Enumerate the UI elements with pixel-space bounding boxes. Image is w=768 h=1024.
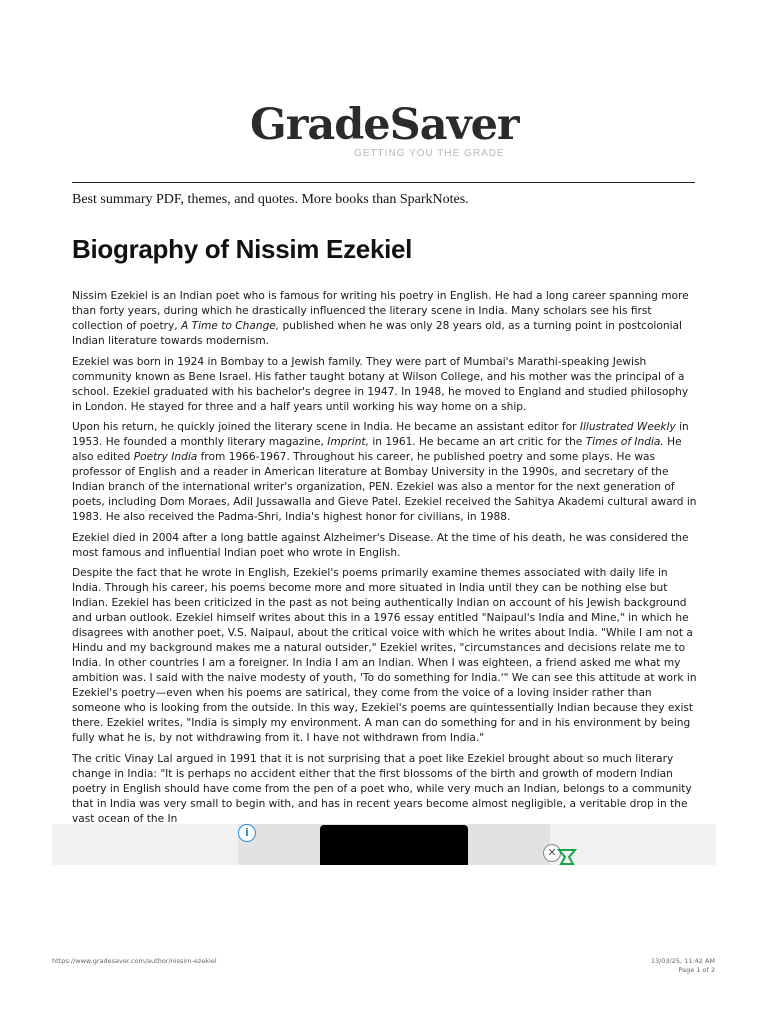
text-run: in 1961. He became an art critic for the [368,436,586,448]
page-number: Page 1 of 2 [678,966,715,974]
text-run: from 1966-1967. Throughout his career, he published poetry and some plays. He was professor of English and a reader in American literature at Bombay University in the 1990s, and secretary of the Indian branch of the international writer's organization, PEN. Ezekiel was also a mentor for the next generation of poets, including Dom Moraes, Adil Jussawalla and Gieve Patel. Ezekiel received the Sahitya Akademi cultural award in 1983. He also received the Padma-Shri, India's highest honor for civilians, in 1988. [72,451,697,523]
paragraph-5: Despite the fact that he wrote in English, Ezekiel's poems primarily examine themes associated with daily life in India. Through his career, his poems become more and more situated in India until they can be nothing else but Indian. Ezekiel has been criticized in the past as not being authentically Indian on account of his Jewish background and urban outlook. Ezekiel himself writes about this in a 1976 essay entitled "Naipaul's India and Mine," in which he disagrees with another poet, V.S. Naipaul, about the critical voice with which he writes about India. "While I am not a Hindu and my background makes me a natural outsider," Ezekiel writes, "circumstances and decisions relate me to India. In other countries I am a foreigner. In India I am an Indian. When I was eighteen, a friend asked me what my ambition was. I said with the naive modesty of youth, 'To do something for India.'" We can see this attitude at work in Ezekiel's poetry—even when his poems are satirical, they come from the voice of a loving insider rather than someone who is looking from the outside. In this way, Ezekiel's poems are quintessentially Indian because they exist there. Ezekiel writes, "India is simply my environment. A man can do something for and in his environment by being fully what he is, by not withdrawing from it. I have not withdrawn from India." [72,567,697,744]
book-title: A Time to Change, [181,320,280,332]
ad-video-player[interactable] [320,825,468,865]
text-run: Nissim Ezekiel is an Indian poet who is famous for writing his poetry in English. He had a long career spanning more than forty years, during which he drastically influenced the literary scene in India. Many scholars see his first collection of poetry, [72,290,689,332]
article-body [72,289,698,831]
paragraph-2: Ezekiel was born in 1924 in Bombay to a Jewish family. They were part of Mumbai's Marathi-speaking Jewish community known as Bene Israel. His father taught botany at Wilson College, and his mother was the principal of a school. Ezekiel graduated with his bachelor's degree in 1947. In 1948, he moved to England and studied philosophy in London. He stayed for three and a half years until working his way home on a ship. [72,355,689,413]
page-title: Biography of Nissim Ezekiel [72,234,413,264]
logo-wordmark: GradeSaver [250,100,519,150]
publication-title: Imprint, [327,436,369,448]
publication-title: Illustrated Weekly [579,421,676,433]
paragraph-1 [72,289,698,349]
header-divider [72,182,695,183]
site-tagline: Best summary PDF, themes, and quotes. More books than SparkNotes. [72,192,469,207]
paragraph-4: Ezekiel died in 2004 after a long battle against Alzheimer's Disease. At the time of his death, he was considered the most famous and influential Indian poet who wrote in English. [72,531,689,559]
footer-meta [651,957,715,975]
text-run: in 1953. He founded a monthly literary magazine, [72,421,689,448]
paragraph-3 [72,420,698,525]
publication-title: Poetry India [133,451,198,463]
ad-choices-icon[interactable] [557,848,577,865]
text-run: published when he was only 28 years old, as a turning point in postcolonial Indian literature towards modernism. [72,320,682,347]
publication-title: Times of India. [585,436,664,448]
advertisement-banner[interactable] [52,824,716,865]
text-run: Upon his return, he quickly joined the literary scene in India. He became an assistant editor for [72,421,580,433]
footer-url[interactable]: https://www.gradesaver.com/author/nissim-ezekiel [52,957,217,965]
gradesaver-logo[interactable] [250,100,520,162]
print-timestamp: 13/03/25, 11:42 AM [650,957,715,965]
ad-close-icon[interactable]: ✕ [543,844,561,862]
text-run: He also edited [72,436,682,463]
ad-info-icon[interactable]: i [238,824,256,842]
logo-tagline: GETTING YOU THE GRADE [354,148,505,159]
paragraph-6: The critic Vinay Lal argued in 1991 that it is not surprising that a poet like Ezekiel brought about so much literary change in India: "It is perhaps no accident either that the first blossoms of the birth and growth of modern Indian poetry in English should have come from the pen of a poet who, while very much an Indian, belongs to a community that in India was very small to begin with, and has in recent years become almost negligible, a veritable drop in the vast ocean of the In [72,752,692,825]
